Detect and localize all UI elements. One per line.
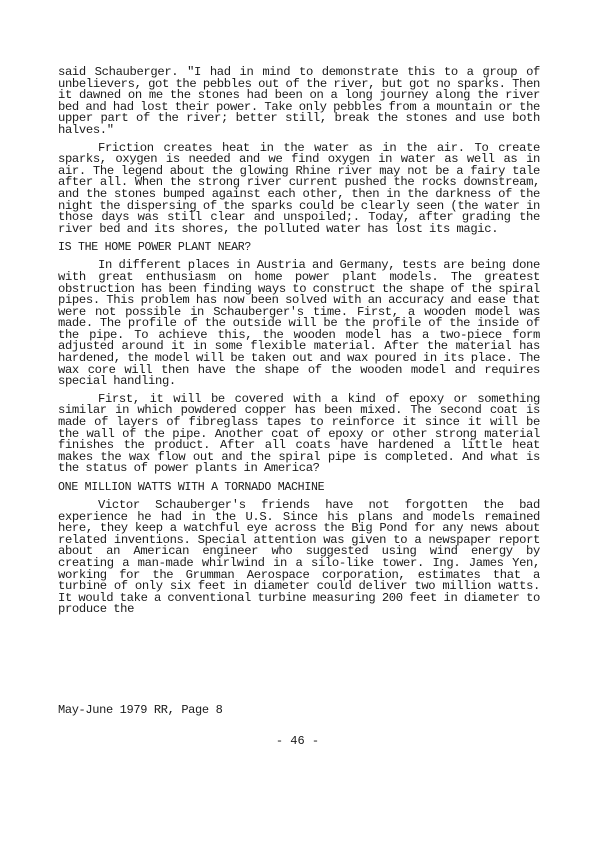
paragraph-schauberger-quote: said Schauberger. "I had in mind to demonstrate this to a group of unbelievers, got the pebbles out of the river, but got no sparks. Then it dawned on me the stones had been on a long journey along the river bed and had lost their power. Take only pebbles from a mountain or the upper part of the river; better still, break the stones and use both halves." [58,65,540,137]
section-heading-tornado-machine: ONE MILLION WATTS WITH A TORNADO MACHINE [58,481,325,494]
section-heading-home-power-plant: IS THE HOME POWER PLANT NEAR? [58,241,252,255]
page-number: - 46 - [275,734,320,748]
source-citation: May-June 1979 RR, Page 8 [58,703,223,717]
paragraph-home-power-plant-tests: In different places in Austria and Germany, tests are being done with great enthusiasm on home power plant models. The greatest obstruction has been finding ways to construct the shape of the spiral pipes. This problem has now been solved with an accuracy and ease that were not possible in Schauberger's time. First, a wooden model was made. The profile of the outside will be the profile of the inside of the pipe. To achieve this, the wooden model has a two-piece form adjusted around it in some flexible material. After the material has hardened, the model will be taken out and wax poured in its place. The wax core will then have the shape of the wooden model and requires special handling. [58,258,540,389]
article-body [58,67,540,622]
paragraph-friction: Friction creates heat in the water as in the air. To create sparks, oxygen is needed and we find oxygen in water as well as in air. The legend about the glowing Rhine river may not be a fairy tale after all. When the strong river current pushed the rocks downstream, and the stones bumped against each other, then in the darkness of the night the dispersing of the sparks could be clearly seen (the water in those days was still clear and unspoiled;. Today, after grading the river bed and its shores, the polluted water has lost its magic. [58,140,540,236]
paragraph-epoxy-coating: First, it will be covered with a kind of epoxy or something similar in which powdered copper has been mixed. The second coat is made of layers of fibreglass tapes to reinforce it since it will be the wall of the pipe. Another coat of epoxy or other strong material finishes the product. After all coats have hardened a little heat makes the wax flow out and the spiral pipe is completed. And what is the status of power plants in America? [58,391,540,476]
paragraph-tornado-machine: Victor Schauberger's friends have not forgotten the bad experience he had in the U.S. Since his plans and models remained here, they keep a watchful eye across the Big Pond for any news about related inventions. Special attention was given to a newspaper report about an American engineer who suggested using wind energy by creating a man-made whirlwind in a silo-like tower. Ing. James Yen, working for the Grumman Aerospace corporation, estimates that a turbine of only six feet in diameter could deliver two million watts. It would take a conventional turbine measuring 200 feet in diameter to produce the [58,498,540,617]
